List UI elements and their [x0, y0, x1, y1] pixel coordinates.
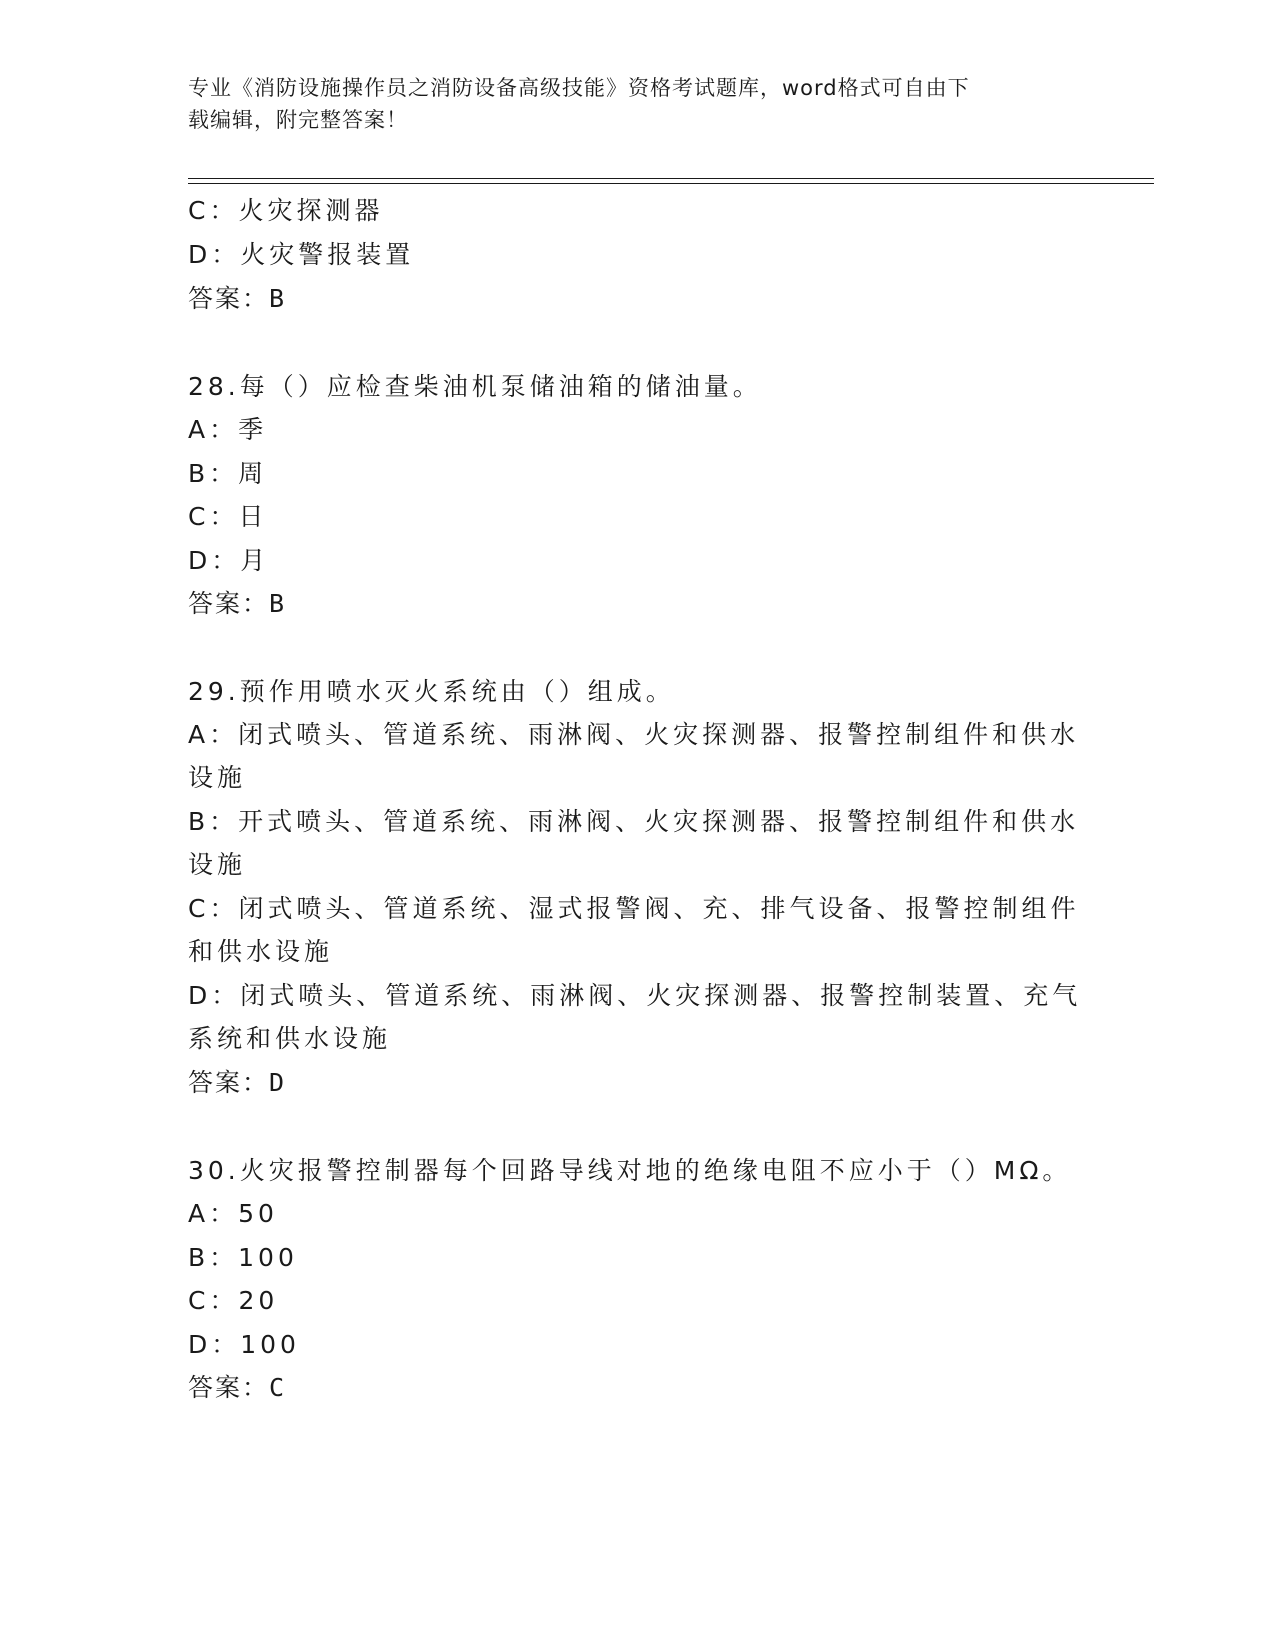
option-a-continued: 设施 — [188, 763, 247, 792]
question-stem: 29.预作用喷水灭火系统由（）组成。 — [188, 677, 675, 706]
option-b-continued: 设施 — [188, 850, 247, 879]
option-d: D：100 — [188, 1330, 300, 1359]
option-d-continued: 系统和供水设施 — [188, 1024, 392, 1053]
document-header — [188, 72, 1068, 136]
answer-label: 答案：D — [188, 1068, 287, 1097]
option-b: B：周 — [188, 459, 268, 488]
option-b: B：100 — [188, 1243, 298, 1272]
header-line-1: 专业《消防设施操作员之消防设备高级技能》资格考试题库，word格式可自由下 — [188, 76, 970, 100]
header-divider-bottom — [188, 183, 1154, 184]
answer-label: 答案：B — [188, 284, 287, 313]
option-c: C：20 — [188, 1286, 279, 1315]
option-d: D：月 — [188, 546, 270, 575]
option-d: D：闭式喷头、管道系统、雨淋阀、火灾探测器、报警控制装置、充气 — [188, 981, 1082, 1010]
question-stem: 28.每（）应检查柴油机泵储油箱的储油量。 — [188, 372, 762, 401]
option-a: A：季 — [188, 415, 268, 444]
question-stem: 30.火灾报警控制器每个回路导线对地的绝缘电阻不应小于（）MΩ。 — [188, 1156, 1072, 1185]
option-c: C：日 — [188, 502, 268, 531]
answer-label: 答案：B — [188, 589, 287, 618]
option-d: D：火灾警报装置 — [188, 240, 415, 269]
option-a: A：50 — [188, 1199, 278, 1228]
option-c: C：闭式喷头、管道系统、湿式报警阀、充、排气设备、报警控制组件 — [188, 894, 1080, 923]
answer-label: 答案：C — [188, 1373, 287, 1402]
option-a: A：闭式喷头、管道系统、雨淋阀、火灾探测器、报警控制组件和供水 — [188, 720, 1080, 749]
option-b: B：开式喷头、管道系统、雨淋阀、火灾探测器、报警控制组件和供水 — [188, 807, 1080, 836]
header-divider-top — [188, 178, 1154, 179]
option-c-continued: 和供水设施 — [188, 937, 334, 966]
option-c: C：火灾探测器 — [188, 196, 384, 225]
header-line-2: 载编辑，附完整答案！ — [188, 108, 408, 132]
